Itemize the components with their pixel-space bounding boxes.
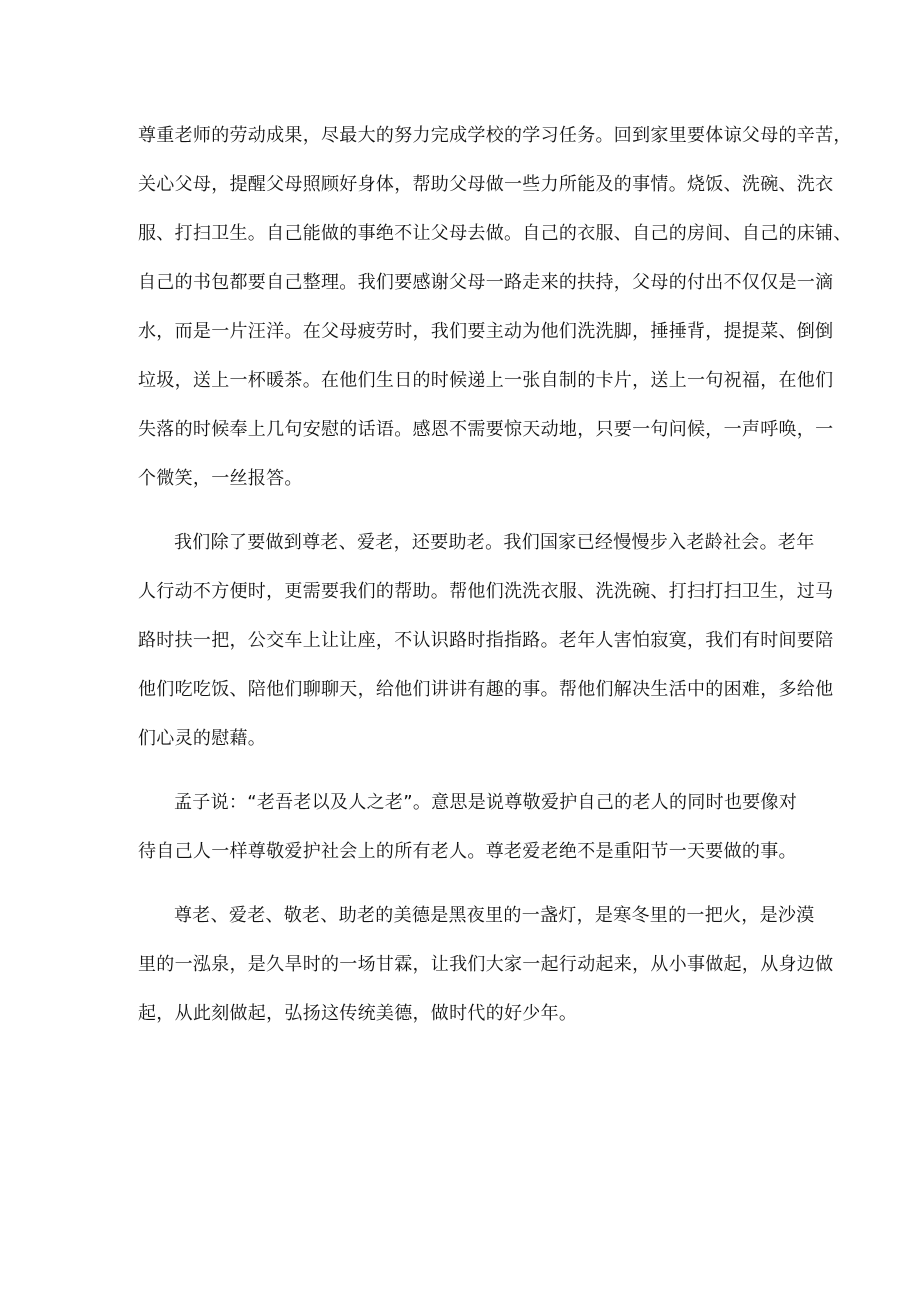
text-line: 服、打扫卫生。自己能做的事绝不让父母去做。自己的衣服、自己的房间、自己的床铺、 — [138, 223, 852, 244]
text-line: 个微笑，一丝报答。 — [138, 468, 303, 489]
paragraph-mencius-quote — [138, 787, 798, 868]
text-line: 垃圾，送上一杯暖茶。在他们生日的时候递上一张自制的卡片，送上一句祝福，在他们 — [138, 370, 834, 391]
text-line: 人行动不方便时，更需要我们的帮助。帮他们洗洗衣服、洗洗碗、打扫打扫卫生，过马 — [138, 581, 834, 602]
text-line: 们心灵的慰藉。 — [138, 728, 267, 749]
text-line: 自己的书包都要自己整理。我们要感谢父母一路走来的扶持，父母的付出不仅仅是一滴 — [138, 272, 834, 293]
text-line: 尊重老师的劳动成果，尽最大的努力完成学校的学习任务。回到家里要体谅父母的辛苦， — [138, 125, 852, 146]
paragraph-conclusion — [138, 900, 834, 1030]
text-line: 关心父母，提醒父母照顾好身体，帮助父母做一些力所能及的事情。烧饭、洗碗、洗衣 — [138, 174, 834, 195]
text-line: 起，从此刻做起，弘扬这传统美德，做时代的好少年。 — [138, 1003, 578, 1024]
paragraph-helping-elderly — [138, 527, 834, 755]
text-line: 尊老、爱老、敬老、助老的美德是黑夜里的一盏灯，是寒冬里的一把火，是沙漠 — [174, 905, 815, 926]
text-line: 他们吃吃饭、陪他们聊聊天，给他们讲讲有趣的事。帮他们解决生活中的困难，多给他 — [138, 679, 834, 700]
text-line: 失落的时候奉上几句安慰的话语。感恩不需要惊天动地，只要一句问候，一声呼唤，一 — [138, 419, 834, 440]
text-line: 路时扶一把，公交车上让让座，不认识路时指指路。老年人害怕寂寞，我们有时间要陪 — [138, 630, 834, 651]
text-line: 里的一泓泉，是久旱时的一场甘霖，让我们大家一起行动起来，从小事做起，从身边做 — [138, 954, 834, 975]
paragraph-gratitude-parents — [138, 120, 852, 495]
text-line: 孟子说：“老吾老以及人之老”。意思是说尊敬爱护自己的老人的同时也要像对 — [174, 792, 798, 813]
text-line: 待自己人一样尊敬爱护社会上的所有老人。尊老爱老绝不是重阳节一天要做的事。 — [138, 841, 797, 862]
text-line: 水，而是一片汪洋。在父母疲劳时，我们要主动为他们洗洗脚，捶捶背，提提菜、倒倒 — [138, 321, 834, 342]
document-body — [138, 120, 852, 1062]
text-line: 我们除了要做到尊老、爱老，还要助老。我们国家已经慢慢步入老龄社会。老年 — [174, 532, 815, 553]
